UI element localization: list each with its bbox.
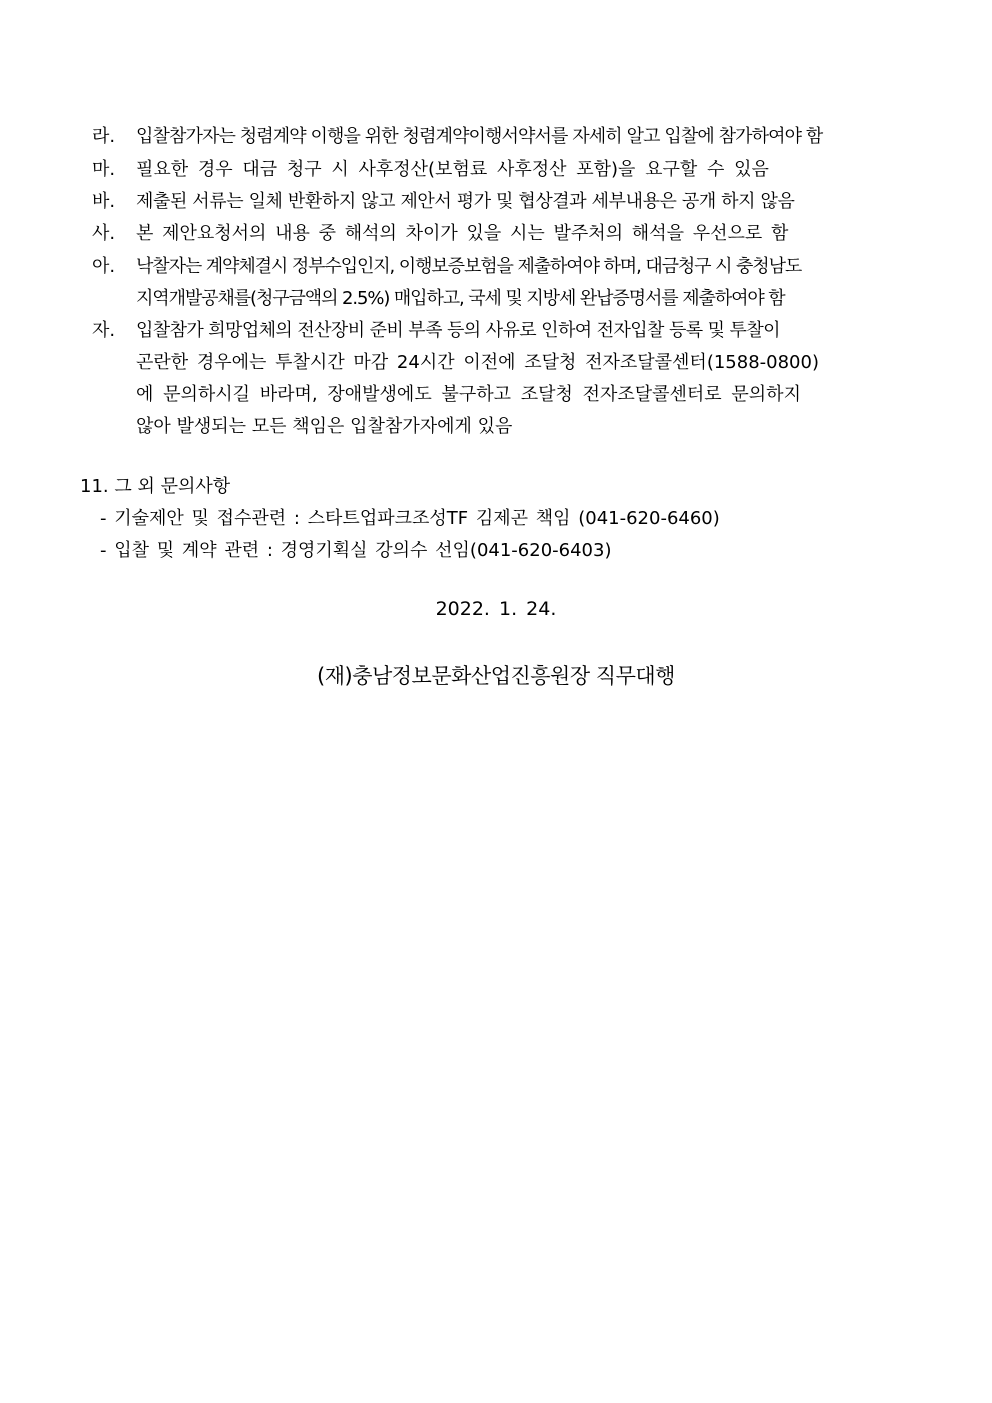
notice-item-ja-line-2: 곤란한 경우에는 투찰시간 마감 24시간 이전에 조달청 전자조달콜센터(1588-0800) — [136, 352, 819, 373]
notice-item-ma-text: 필요한 경우 대금 청구 시 사후정산(보험료 사후정산 포함)을 요구할 수 있음 — [136, 159, 769, 180]
section-11-heading: 11. 그 외 문의사항 — [80, 476, 231, 497]
document-date: 2022. 1. 24. — [435, 598, 557, 620]
notice-item-marker: 바. — [92, 191, 116, 212]
notice-item-a — [92, 258, 115, 276]
notice-item-marker: 아. — [92, 256, 116, 277]
contact-contract: - 입찰 및 계약 관련 : 경영기획실 강의수 선임(041-620-6403) — [100, 540, 612, 561]
notice-item-marker: 라. — [92, 126, 116, 147]
notice-item-a-line-2: 지역개발공채를(청구금액의 2.5%) 매입하고, 국세 및 지방세 완납증명서를 제출하여야 함 — [136, 288, 785, 309]
notice-item-ra — [92, 128, 115, 146]
contact-technical: - 기술제안 및 접수관련 : 스타트업파크조성TF 김제곤 책임 (041-620-6460) — [100, 508, 720, 529]
notice-item-ma — [92, 161, 115, 179]
issuer-name: (재)충남정보문화산업진흥원장 직무대행 — [317, 664, 675, 688]
notice-item-ba — [92, 193, 115, 211]
notice-item-marker: 사. — [92, 223, 116, 244]
notice-item-sa-text: 본 제안요청서의 내용 중 해석의 차이가 있을 시는 발주처의 해석을 우선으로 함 — [136, 223, 789, 244]
notice-item-marker: 자. — [92, 320, 116, 341]
notice-item-ja-line-1: 입찰참가 희망업체의 전산장비 준비 부족 등의 사유로 인하여 전자입찰 등록 및 투찰이 — [136, 320, 780, 341]
notice-item-sa — [92, 225, 115, 243]
notice-item-a-line-1: 낙찰자는 계약체결시 정부수입인지, 이행보증보험을 제출하여야 하며, 대금청구 시 충청남도 — [136, 256, 802, 277]
notice-item-marker: 마. — [92, 159, 116, 180]
notice-item-ja — [92, 322, 115, 340]
notice-item-ja-line-4: 않아 발생되는 모든 책임은 입찰참가자에게 있음 — [136, 416, 513, 437]
notice-item-ja-line-3: 에 문의하시길 바라며, 장애발생에도 불구하고 조달청 전자조달콜센터로 문의하지 — [136, 384, 801, 405]
notice-item-ba-text: 제출된 서류는 일체 반환하지 않고 제안서 평가 및 협상결과 세부내용은 공개 하지 않음 — [136, 191, 795, 212]
notice-item-ra-text: 입찰참가자는 청렴계약 이행을 위한 청렴계약이행서약서를 자세히 알고 입찰에 참가하여야 함 — [136, 126, 823, 147]
